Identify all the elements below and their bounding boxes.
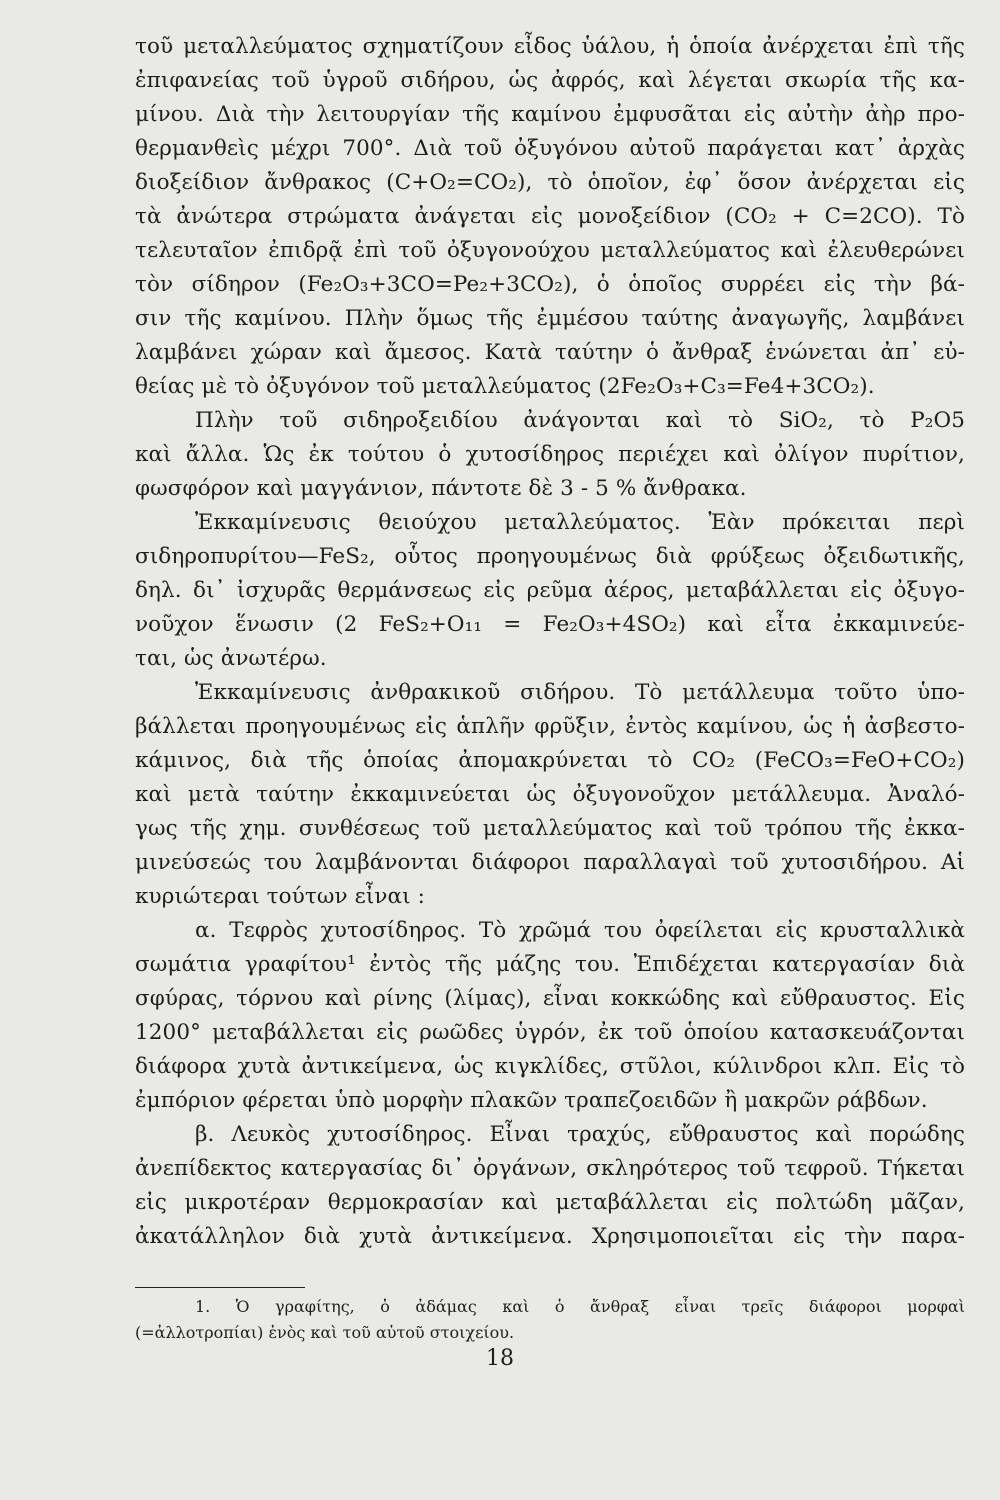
text-line: καὶ ἄλλα. Ὡς ἐκ τούτου ὁ χυτοσίδηρος περιέχει καὶ ὀλίγον πυρίτιον,: [135, 442, 965, 467]
text-line: βάλλεται προηγουμένως εἰς ἁπλῆν φρῦξιν, ἐντὸς καμίνου, ὡς ἡ ἀσβεστο-: [135, 714, 965, 739]
text-line: θερμανθεὶς μέχρι 700°. Διὰ τοῦ ὀξυγόνου αὐτοῦ παράγεται κατ᾿ ἀρχὰς: [135, 136, 965, 161]
section-heading-line: Ἐκκαμίνευσις ἀνθρακικοῦ σιδήρου. Τὸ μετάλλευμα τοῦτο ὑπο-: [195, 680, 965, 705]
text-line: θείας μὲ τὸ ὀξυγόνον τοῦ μεταλλεύματος (2Fe₂O₃+C₃=Fe4+3CO₂).: [135, 374, 875, 399]
footnote-line: 1. Ὁ γραφίτης, ὁ ἀδάμας καὶ ὁ ἄνθραξ εἶναι τρεῖς διάφοροι μορφαὶ: [195, 1297, 965, 1316]
text-line: ἀνεπίδεκτος κατεργασίας δι᾿ ὀργάνων, σκληρότερος τοῦ τεφροῦ. Τήκεται: [135, 1156, 965, 1181]
text-line: μινεύσεώς του λαμβάνονται διάφοροι παραλλαγαὶ τοῦ χυτοσιδήρου. Αἱ: [135, 850, 965, 875]
text-line: τελευταῖον ἐπιδρᾷ ἐπὶ τοῦ ὀξυγονούχου μεταλλεύματος καὶ ἐλευθερώνει: [135, 238, 965, 263]
footnote-divider: [135, 1287, 305, 1288]
text-line: εἰς μικροτέραν θερμοκρασίαν καὶ μεταβάλλεται εἰς πολτώδη μᾶζαν,: [135, 1190, 965, 1215]
text-line: σωμάτια γραφίτου¹ ἐντὸς τῆς μάζης του. Ἐπιδέχεται κατεργασίαν διὰ: [135, 952, 965, 977]
text-line: γως τῆς χημ. συνθέσεως τοῦ μεταλλεύματος καὶ τοῦ τρόπου τῆς ἐκκα-: [135, 816, 965, 841]
text-line: σιδηροπυρίτου—FeS₂, οὗτος προηγουμένως διὰ φρύξεως ὀξειδωτικῆς,: [135, 544, 965, 569]
text-line: μίνου. Διὰ τὴν λειτουργίαν τῆς καμίνου ἐμφυσᾶται εἰς αὐτὴν ἀὴρ προ-: [135, 102, 965, 127]
text-line: ἐμπόριον φέρεται ὑπὸ μορφὴν πλακῶν τραπεζοειδῶν ἢ μακρῶν ράβδων.: [135, 1088, 928, 1113]
text-line: διοξείδιον ἄνθρακος (C+O₂=CO₂), τὸ ὁποῖον, ἐφ᾿ ὅσον ἀνέρχεται εἰς: [135, 170, 965, 195]
text-line: τοῦ μεταλλεύματος σχηματίζουν εἶδος ὑάλου, ἡ ὁποία ἀνέρχεται ἐπὶ τῆς: [135, 34, 965, 59]
text-line: διάφορα χυτὰ ἀντικείμενα, ὡς κιγκλίδες, στῦλοι, κύλινδροι κλπ. Εἰς τὸ: [135, 1054, 965, 1079]
text-line: φωσφόρον καὶ μαγγάνιον, πάντοτε δὲ 3 - 5 % ἄνθρακα.: [135, 476, 747, 501]
text-line: νοῦχον ἕνωσιν (2 FeS₂+O₁₁ = Fe₂O₃+4SO₂) καὶ εἶτα ἐκκαμινεύε-: [135, 612, 965, 637]
text-line: τὸν σίδηρον (Fe₂O₃+3CO=Pe₂+3CO₂), ὁ ὁποῖος συρρέει εἰς τὴν βά-: [135, 272, 965, 297]
page-number: 18: [486, 1346, 514, 1371]
section-heading-line: Ἐκκαμίνευσις θειούχου μεταλλεύματος. Ἐὰν πρόκειται περὶ: [195, 510, 965, 535]
text-line: Πλὴν τοῦ σιδηροξειδίου ἀνάγονται καὶ τὸ SiO₂, τὸ P₂O5: [195, 408, 965, 433]
list-item-beta: β. Λευκὸς χυτοσίδηρος. Εἶναι τραχύς, εὔθραυστος καὶ πορώδης: [195, 1122, 965, 1147]
text-line: κυριώτεραι τούτων εἶναι :: [135, 884, 425, 909]
text-line: τὰ ἀνώτερα στρώματα ἀνάγεται εἰς μονοξείδιον (CO₂ + C=2CO). Τὸ: [135, 204, 965, 229]
text-line: ἀκατάλληλον διὰ χυτὰ ἀντικείμενα. Χρησιμοποιεῖται εἰς τὴν παρα-: [135, 1224, 965, 1249]
text-line: κάμινος, διὰ τῆς ὁποίας ἀπομακρύνεται τὸ CO₂ (FeCO₃=FeO+CO₂): [135, 748, 965, 773]
text-line: δηλ. δι᾿ ἰσχυρᾶς θερμάνσεως εἰς ρεῦμα ἀέρος, μεταβάλλεται εἰς ὀξυγο-: [135, 578, 965, 603]
text-line: ἐπιφανείας τοῦ ὑγροῦ σιδήρου, ὡς ἀφρός, καὶ λέγεται σκωρία τῆς κα-: [135, 68, 965, 93]
text-line: καὶ μετὰ ταύτην ἐκκαμινεύεται ὡς ὀξυγονοῦχον μετάλλευμα. Ἀναλό-: [135, 782, 965, 807]
text-line: ται, ὡς ἀνωτέρω.: [135, 646, 327, 671]
text-line: σφύρας, τόρνου καὶ ρίνης (λίμας), εἶναι κοκκώδης καὶ εὔθραυστος. Εἰς: [135, 986, 965, 1011]
text-line: σιν τῆς καμίνου. Πλὴν ὅμως τῆς ἐμμέσου ταύτης ἀναγωγῆς, λαμβάνει: [135, 306, 965, 331]
text-line: λαμβάνει χώραν καὶ ἄμεσος. Κατὰ ταύτην ὁ ἄνθραξ ἑνώνεται ἀπ᾿ εὐ-: [135, 340, 965, 365]
footnote-line: (=ἀλλοτροπίαι) ἑνὸς καὶ τοῦ αὐτοῦ στοιχείου.: [135, 1323, 515, 1342]
list-item-alpha: α. Τεφρὸς χυτοσίδηρος. Τὸ χρῶμά του ὀφείλεται εἰς κρυσταλλικὰ: [195, 918, 965, 943]
text-line: 1200° μεταβάλλεται εἰς ρωῶδες ὑγρόν, ἐκ τοῦ ὁποίου κατασκευάζονται: [135, 1020, 965, 1045]
